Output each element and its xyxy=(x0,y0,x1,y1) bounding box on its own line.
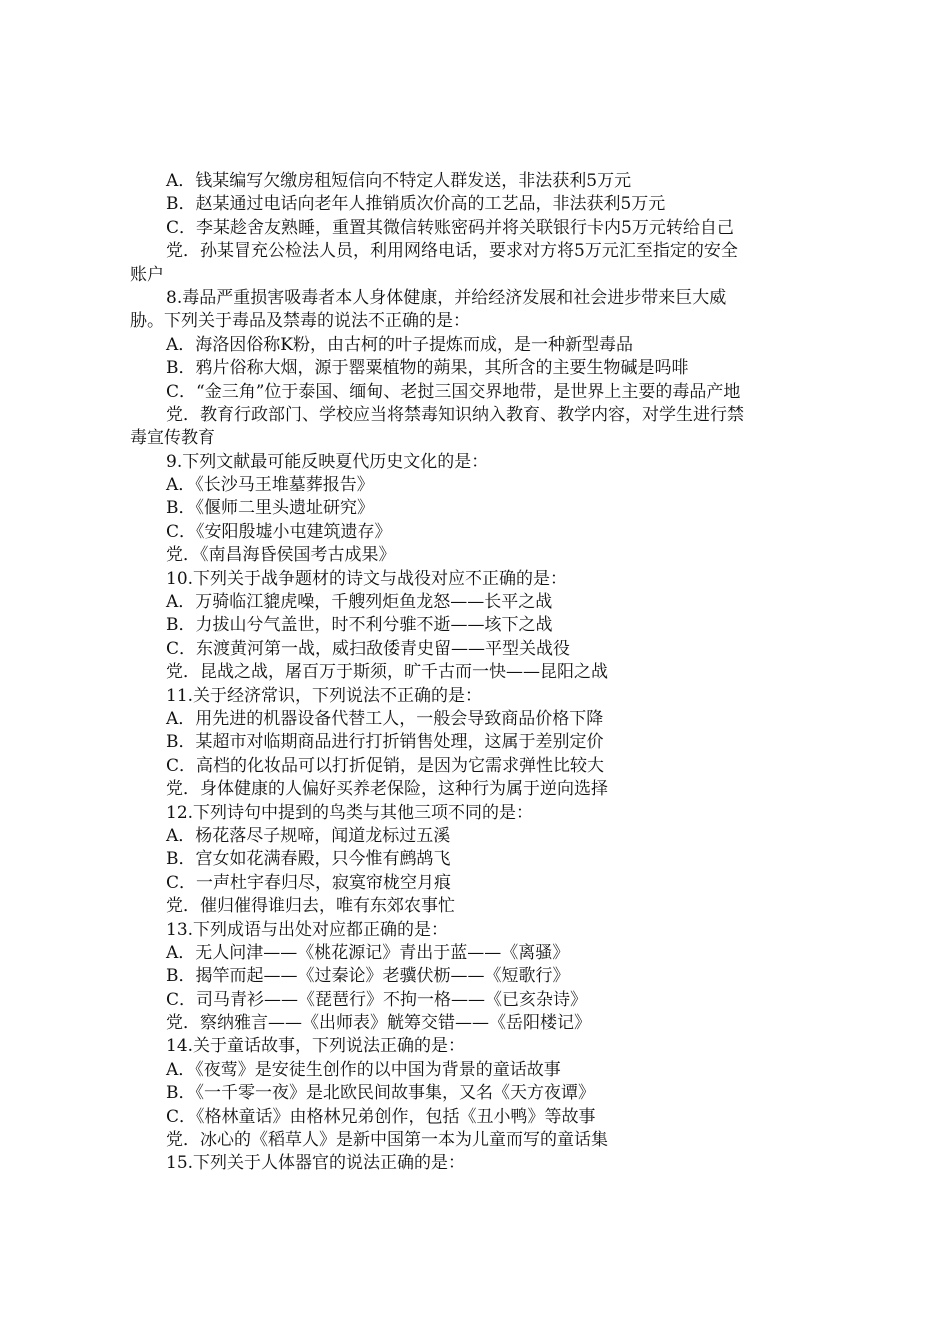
text-line: 13.下列成语与出处对应都正确的是： xyxy=(166,919,449,940)
text-line: A．钱某编写欠缴房租短信向不特定人群发送，非法获利5万元 xyxy=(166,171,632,191)
text-line: C．“金三角”位于泰国、缅甸、老挝三国交界地带，是世界上主要的毒品产地 xyxy=(166,381,741,402)
text-line: B．《偃师二里头遗址研究》 xyxy=(166,498,374,519)
text-line: C．东渡黄河第一战，威扫敌倭青史留——平型关战役 xyxy=(166,638,571,659)
text-line: 10.下列关于战争题材的诗文与战役对应不正确的是： xyxy=(166,568,568,589)
text-line: C．《格林童话》由格林兄弟创作，包括《丑小鸭》等故事 xyxy=(166,1106,596,1127)
text-line: 9.下列文献最可能反映夏代历史文化的是： xyxy=(166,451,489,472)
text-line: 8.毒品严重损害吸毒者本人身体健康，并给经济发展和社会进步带来巨大威 xyxy=(166,287,727,308)
text-line: 账户 xyxy=(130,264,164,285)
text-line: B．鸦片俗称大烟，源于罂粟植物的蒴果，其所含的主要生物碱是吗啡 xyxy=(166,358,689,379)
text-line: A．《长沙马王堆墓葬报告》 xyxy=(166,475,374,496)
text-line: 党．《南昌海昏侯国考古成果》 xyxy=(166,545,396,566)
text-line: 党．催归催得谁归去，唯有东郊农事忙 xyxy=(166,896,455,917)
text-line: 胁。下列关于毒品及禁毒的说法不正确的是： xyxy=(130,311,470,332)
text-line: 党．孙某冒充公检法人员，利用网络电话，要求对方将5万元汇至指定的安全 xyxy=(166,241,738,262)
text-line: 党．察纳雅言——《出师表》觥筹交错——《岳阳楼记》 xyxy=(166,1013,591,1034)
text-line: A．杨花落尽子规啼，闻道龙标过五溪 xyxy=(166,825,451,846)
text-line: A．用先进的机器设备代替工人，一般会导致商品价格下降 xyxy=(166,708,604,729)
document-body xyxy=(130,170,840,1176)
text-line: 11.关于经济常识，下列说法不正确的是： xyxy=(166,685,483,706)
text-line: A．《夜莺》是安徒生创作的以中国为背景的童话故事 xyxy=(166,1059,561,1080)
text-line: A．海洛因俗称K粉，由古柯的叶子提炼而成，是一种新型毒品 xyxy=(166,334,633,355)
text-line: B．揭竿而起——《过秦论》老骥伏枥——《短歌行》 xyxy=(166,966,570,987)
text-line: 党．昆战之战，屠百万于斯须，旷千古而一快——昆阳之战 xyxy=(166,662,608,683)
text-line: A．无人问津——《桃花源记》青出于蓝——《离骚》 xyxy=(166,942,570,963)
text-line: B．《一千零一夜》是北欧民间故事集，又名《天方夜谭》 xyxy=(166,1083,595,1104)
text-line: C．李某趁舍友熟睡，重置其微信转账密码并将关联银行卡内5万元转给自己 xyxy=(166,217,734,238)
text-line: C．一声杜宇春归尽，寂寞帘栊空月痕 xyxy=(166,872,452,893)
text-line: 14.关于童话故事，下列说法正确的是： xyxy=(166,1036,466,1057)
text-line: 党．身体健康的人偏好买养老保险，这种行为属于逆向选择 xyxy=(166,779,608,800)
text-line: A．万骑临江貔虎噪，千艘列炬鱼龙怒——长平之战 xyxy=(166,592,553,613)
text-line: B．力拔山兮气盖世，时不利兮骓不逝——垓下之战 xyxy=(166,615,553,636)
text-line: B．某超市对临期商品进行打折销售处理，这属于差别定价 xyxy=(166,732,604,753)
text-line: 12.下列诗句中提到的鸟类与其他三项不同的是： xyxy=(166,802,534,823)
text-line: C．高档的化妆品可以打折促销，是因为它需求弹性比较大 xyxy=(166,755,605,776)
text-line: B．宫女如花满春殿，只今惟有鹧鸪飞 xyxy=(166,849,451,870)
text-line: 党．教育行政部门、学校应当将禁毒知识纳入教育、教学内容，对学生进行禁 xyxy=(166,404,744,425)
text-line: C．《安阳殷墟小屯建筑遗存》 xyxy=(166,521,392,542)
text-line: 毒宣传教育 xyxy=(130,428,215,449)
text-line: C．司马青衫——《琵琶行》不拘一格——《已亥杂诗》 xyxy=(166,989,588,1010)
text-line: B．赵某通过电话向老年人推销质次价高的工艺品，非法获利5万元 xyxy=(166,194,666,215)
text-line: 15.下列关于人体器官的说法正确的是： xyxy=(166,1153,466,1174)
text-line: 党．冰心的《稻草人》是新中国第一本为儿童而写的童话集 xyxy=(166,1130,608,1151)
